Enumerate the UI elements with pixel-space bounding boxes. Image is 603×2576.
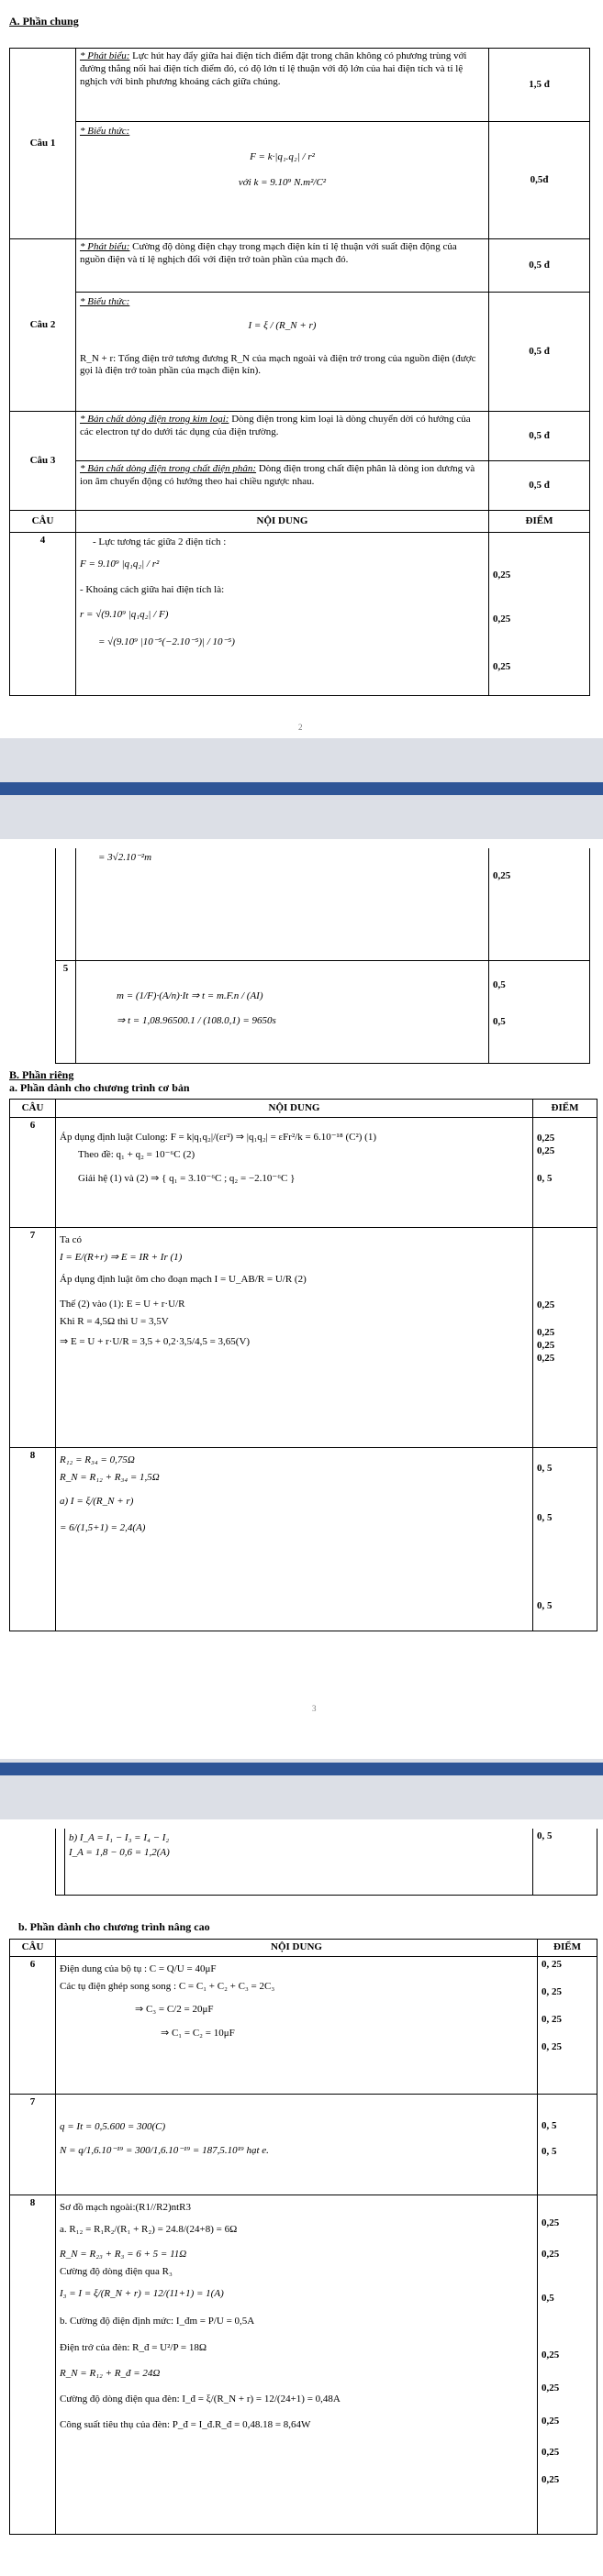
basic-cau6-l3: Giải hệ (1) và (2) ⇒ { q₁ = 3.10⁻⁶C ; q₂ = −2.10⁻⁶C } [78,1172,296,1184]
adv-cau8-point-2: 0,25 [542,2248,560,2260]
adv-cau8-l9: Cường độ dòng điện qua đèn: I_đ = ξ/(R_N + r) = 12/(24+1) = 0,48A [60,2393,341,2405]
adv-cau7-l1: q = It = 0,5.600 = 300(C) [60,2120,166,2132]
cau5-points [489,960,590,1063]
adv-cau7-l2: N = q/1,6.10⁻¹⁹ = 300/1,6.10⁻¹⁹ = 187,5.10¹⁹ hạt e. [60,2144,269,2156]
cau4-point-2: 0,25 [493,614,511,625]
adv-cau6-point-3: 0, 25 [542,2013,562,2025]
adv-cau8-l1: Sơ đồ mạch ngoài:(R1//R2)ntR3 [60,2201,192,2213]
cau2-formula: I = ξ / (R_N + r) [248,319,317,331]
page-2 [0,839,603,1759]
basic-cau7-point-1: 0,25 [537,1299,555,1310]
cau3-metal-head: * Bản chất dòng điện trong kim loại: [80,414,229,425]
cau3-points-1: 0,5 đ [489,412,590,461]
cau2-expr-head: * Biểu thức: [80,296,130,307]
basic-cau8-point-1: 0, 5 [537,1463,553,1474]
cau4-content [76,533,489,696]
basic-cau8-points [533,1448,597,1631]
header-noidung-3: NỘI DUNG [56,1940,538,1957]
cau3-electrolyte [76,461,489,511]
cau3-electrolyte-text: Dòng điện trong chất điện phân là dòng ion dương và ion âm chuyển động có hướng theo hai chiều ngược nhau. [80,463,475,487]
cau1-points-2: 0,5đ [489,122,590,239]
basic-cau7-l5: Khi R = 4,5Ω thì U = 3,5V [60,1316,169,1327]
basic-cau7-point-4: 0,25 [537,1352,555,1364]
adv-cau8-point-3: 0,5 [542,2292,554,2304]
adv-cau6-point-2: 0, 25 [542,1985,562,1997]
cau1-formula: F = k·|q₁.q₂| / r² [250,150,315,162]
part-b-advanced-table [9,1939,597,2535]
basic-cau6-content [56,1118,533,1228]
adv-cau6-point-1: 0, 25 [542,1958,562,1970]
basic-cau7-l6: ⇒ E = U + r·U/R = 3,5 + 0,2·3,5/4,5 = 3,65(V) [60,1335,251,1347]
cau4-eq3: = √(9.10⁹ |10⁻⁵(−2.10⁻⁵)| / 10⁻⁵) [98,636,235,647]
cau8b-l1: b) I_A = I₁ − I₃ = I₄ − I₂ [69,1832,170,1843]
basic-cau8-point-3: 0, 5 [537,1600,553,1611]
basic-cau7-l3: Áp dụng định luật ôm cho đoạn mạch I = U_AB/R = U/R (2) [60,1273,307,1285]
page-gap-4 [0,1775,603,1819]
page-number-3: 3 [312,1704,317,1713]
adv-cau8-point-8: 0,25 [542,2473,560,2485]
adv-cau8-point-5: 0,25 [542,2382,560,2394]
cau4-line2: - Khoảng cách giữa hai điện tích là: [80,583,225,595]
cau3-points-2: 0,5 đ [489,461,590,511]
part-b-basic-table [9,1099,597,1631]
adv-cau7-points [538,2094,597,2195]
adv-cau8-l10: Công suất tiêu thụ của đèn: P_đ = I_đ.R_đ = 0,48.18 = 8,64W [60,2418,311,2430]
cau4-points [489,533,590,696]
cau3-electrolyte-head: * Bản chất dòng điện trong chất điện phân: [80,463,257,474]
cau5-content [76,960,489,1063]
header-noidung: NỘI DUNG [76,511,489,533]
cau2-statement-head: * Phát biểu: [80,241,130,252]
adv-cau7-content [56,2094,538,2195]
page-3 [0,1819,603,2576]
page-gap-2 [0,795,603,839]
cau4-cont [76,848,489,960]
adv-cau8-l3: R_N = R₂₃ + R₃ = 6 + 5 = 11Ω [60,2249,187,2261]
section-a-heading: A. Phần chung [9,15,79,28]
basic-cau8-l3: a) I = ξ/(R_N + r) [60,1495,134,1507]
adv-cau8-l6: b. Cường độ điện định mức: I_đm = P/U = 0,5A [60,2315,255,2327]
page-1 [0,0,603,738]
page-separator-2 [0,1763,603,1775]
cau4-line1: - Lực tương tác giữa 2 điện tích : [93,536,227,547]
cau8b-table [55,1829,597,1896]
header-noidung-2: NỘI DUNG [56,1100,533,1118]
adv-cau8-point-6: 0,25 [542,2415,560,2427]
cau4-eq2: r = √(9.10⁹ |q₁q₂| / F) [80,609,169,621]
part-a-table [9,48,590,696]
adv-cau6-point-4: 0, 25 [542,2040,562,2052]
cau5-point-1: 0,5 [493,978,506,990]
header-diem-2: ĐIỂM [533,1100,597,1118]
basic-cau6-point-1: 0,25 [537,1133,555,1144]
adv-cau6-l2: Các tụ điện ghép song song : C = C₁ + C₂ + C₃ = 2C₃ [60,1980,275,1992]
basic-cau8-point-2: 0, 5 [537,1512,553,1523]
section-b-a-heading: a. Phần dành cho chương trình cơ bản [9,1081,190,1094]
cau2-label: Câu 2 [10,239,76,412]
adv-cau6-label: 6 [10,1956,56,2094]
cau3-metal-text: Dòng điện trong kim loại là dòng chuyển dời có hướng của các electron tự do dưới tác dụng của điện trường. [80,414,471,437]
adv-cau8-point-1: 0,25 [542,2217,560,2228]
adv-cau8-l4: Cường độ dòng điện qua R₃ [60,2266,173,2277]
adv-cau8-l8: R_N = R₁₂ + R_đ = 24Ω [60,2368,161,2379]
cau1-points-1: 1,5 đ [489,49,590,122]
cau4-eq1: F = 9.10⁹ |q₁q₂| / r² [80,558,160,569]
basic-cau8-l1: R₁₂ = R₃₄ = 0,75Ω [60,1454,135,1465]
cau5-label: 5 [56,960,76,1063]
adv-cau8-point-4: 0,25 [542,2349,560,2360]
cau4-label: 4 [10,533,76,696]
cau8b-points: 0, 5 [533,1829,597,1895]
adv-cau6-content [56,1956,538,2094]
cau4-cont-label [56,848,76,960]
cau5-eq2: ⇒ t = 1,08.96500.1 / (108.0,1) = 9650s [117,1015,276,1027]
basic-cau7-point-2: 0,25 [537,1327,555,1338]
adv-cau6-l3: ⇒ C₃ = C/2 = 20μF [135,2004,214,2016]
basic-cau8-l2: R_N = R₁₂ + R₃₄ = 1,5Ω [60,1471,160,1483]
adv-cau6-l1: Điện dung của bộ tụ : C = Q/U = 40μF [60,1962,217,1974]
adv-cau8-content [56,2195,538,2534]
basic-cau6-point-3: 0, 5 [537,1172,553,1184]
cau1-expr-head: * Biểu thức: [80,126,130,137]
header-cau-2: CÂU [10,1100,56,1118]
page-separator-1 [0,782,603,795]
cau2-note: R_N + r: Tổng điện trở tương đương R_N của mạch ngoài và điện trở trong của nguồn điện (được gọi là điện trở toàn phần của mạch điện kín). [80,352,476,377]
adv-cau7-point-2: 0, 5 [542,2145,557,2157]
basic-cau6-point-2: 0,25 [537,1144,555,1156]
cau3-label: Câu 3 [10,412,76,511]
cau1-constant: với k = 9.10⁹ N.m²/C² [238,176,327,188]
cau4-point-3: 0,25 [493,661,511,672]
page-number-2: 2 [298,723,303,732]
cau4-point-1: 0,25 [493,569,511,580]
section-b-heading: B. Phần riêng [9,1068,74,1081]
header-diem: ĐIỂM [489,511,590,533]
adv-cau7-point-1: 0, 5 [542,2119,557,2131]
adv-cau8-label: 8 [10,2195,56,2534]
basic-cau7-l1: Ta có [60,1234,82,1245]
cau8b-l2: I_A = 1,8 − 0,6 = 1,2(A) [69,1846,170,1858]
basic-cau7-points [533,1228,597,1448]
cau2-points-1: 0,5 đ [489,239,590,293]
basic-cau7-label: 7 [10,1228,56,1448]
basic-cau8-content [56,1448,533,1631]
header-cau: CÂU [10,511,76,533]
basic-cau6-l2: Theo đề: q₁ + q₂ = 10⁻⁶C (2) [78,1148,195,1160]
basic-cau7-l4: Thế (2) vào (1): E = U + r·U/R [60,1299,185,1310]
basic-cau6-points [533,1118,597,1228]
cau5-point-2: 0,5 [493,1015,506,1027]
cau2-expression [76,293,489,412]
adv-cau8-l5: I₃ = I = ξ/(R_N + r) = 12/(11+1) = 1(A) [60,2287,224,2299]
cau4-final: = 3√2.10⁻²m [98,852,152,863]
basic-cau8-label: 8 [10,1448,56,1631]
header-diem-3: ĐIỂM [538,1940,597,1957]
basic-cau6-label: 6 [10,1118,56,1228]
cau4-5-table [55,848,590,1064]
adv-cau7-label: 7 [10,2094,56,2195]
section-b-b-heading: b. Phần dành cho chương trình nâng cao [18,1920,210,1933]
cau8b-label [56,1829,65,1895]
cau2-statement [76,239,489,293]
cau1-statement-head: * Phát biểu: [80,50,130,61]
adv-cau8-points [538,2195,597,2534]
cau2-statement-text: Cường độ dòng điện chạy trong mạch điện kín tỉ lệ thuận với suất điện động của nguồn điện và tỉ lệ nghịch đối với điện trở toàn phần của mạch đó. [80,241,457,265]
header-cau-3: CÂU [10,1940,56,1957]
adv-cau8-l2: a. R₁₂ = R₁R₂/(R₁ + R₂) = 24.8/(24+8) = 6Ω [60,2223,238,2235]
basic-cau7-l2: I = E/(R+r) ⇒ E = IR + Ir (1) [60,1251,183,1263]
cau1-label: Câu 1 [10,49,76,239]
basic-cau7-point-3: 0,25 [537,1339,555,1351]
adv-cau6-points [538,1956,597,2094]
cau1-expression [76,122,489,239]
basic-cau7-content [56,1228,533,1448]
cau4-cont-points [489,848,590,960]
cau1-statement [76,49,489,122]
basic-cau6-l1: Áp dụng định luật Culong: F = k|q₁q₂|/(εr²) ⇒ |q₁q₂| = εFr²/k = 6.10⁻¹⁸ (C²) (1) [60,1132,376,1143]
adv-cau8-point-7: 0,25 [542,2446,560,2458]
cau4-cont-point: 0,25 [493,870,511,881]
cau8b-content [65,1829,533,1895]
page-gap-1 [0,738,603,782]
cau2-points-2: 0,5 đ [489,293,590,412]
cau5-eq1: m = (1/F)·(A/n)·It ⇒ t = m.F.n / (AI) [117,989,263,1001]
basic-cau8-l4: = 6/(1,5+1) = 2,4(A) [60,1522,146,1534]
adv-cau6-l4: ⇒ C₁ = C₂ = 10μF [161,2028,235,2039]
adv-cau8-l7: Điện trở của đèn: R_đ = U²/P = 18Ω [60,2342,207,2354]
cau1-statement-text: Lực hút hay đẩy giữa hai điện tích điểm đặt trong chân không có phương trùng với đường thẳng nối hai điện tích điểm đó, có độ lớn tỉ lệ thuận với độ lớn của hai điện tích và tỉ lệ nghịch với bình phương khoảng cách giữa chúng. [80,50,467,87]
cau3-metal [76,412,489,461]
